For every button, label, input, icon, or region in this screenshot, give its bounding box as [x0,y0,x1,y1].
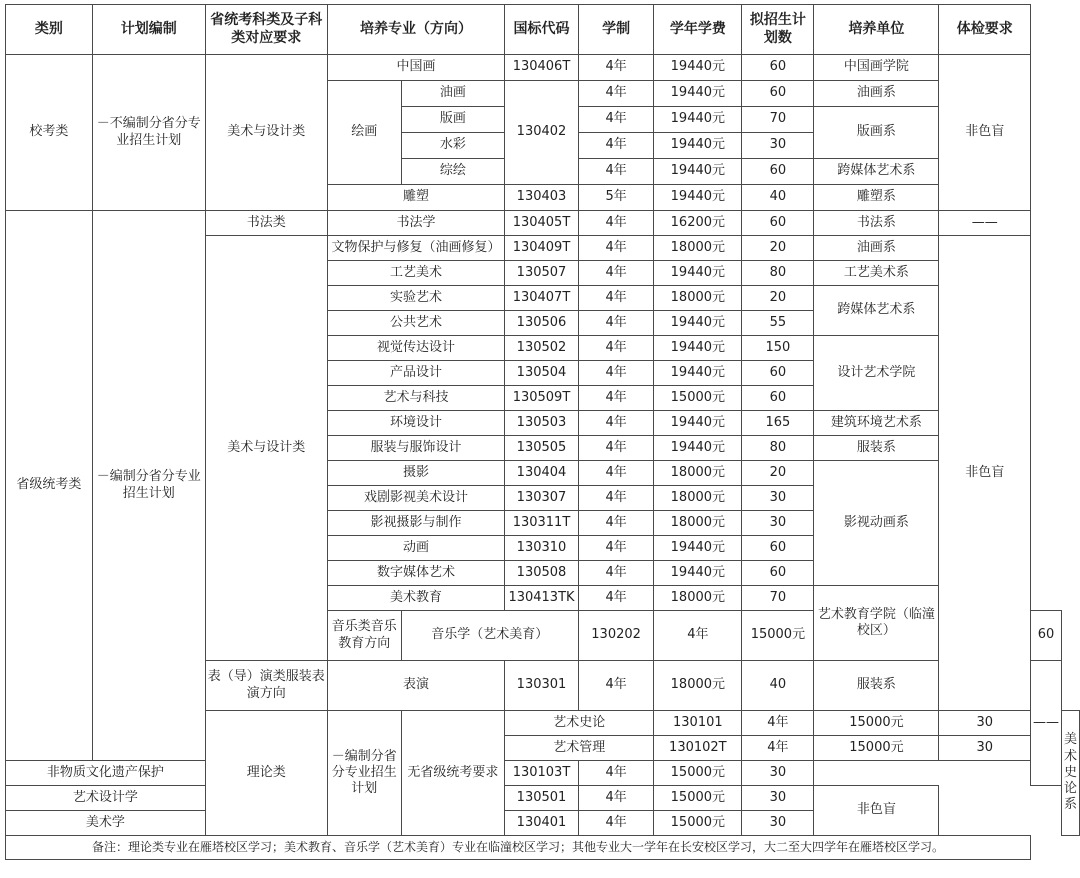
major-sculpture: 雕塑 [327,185,504,211]
major-product: 产品设计 [327,361,504,386]
quota-performance: 40 [742,661,814,711]
exam-req-none: 无省级统考要求 [401,711,505,836]
health-none-2: —— [1030,661,1061,786]
duration-cell: 4年 [578,486,653,511]
tuition-cell: 18000元 [654,486,742,511]
code-art-tech: 130509T [505,386,579,411]
duration-cell: 4年 [578,107,653,133]
duration-cell: 4年 [654,611,742,661]
major-photo: 摄影 [327,461,504,486]
code-environment: 130503 [505,411,579,436]
header-code: 国标代码 [505,5,579,55]
header-quota: 拟招生计划数 [742,5,814,55]
header-tuition: 学年学费 [654,5,742,55]
quota-chinese-painting: 60 [742,55,814,81]
quota-fine-arts: 30 [742,811,814,836]
duration-cell: 4年 [742,736,814,761]
code-performance: 130301 [505,661,579,711]
quota-art-design-studies: 30 [742,786,814,811]
duration-cell: 4年 [578,536,653,561]
tuition-cell: 19440元 [654,107,742,133]
quota-calligraphy: 60 [742,211,814,236]
quota-digital: 60 [742,561,814,586]
duration-cell: 4年 [578,159,653,185]
unit-crafts-dept: 工艺美术系 [814,261,939,286]
code-product: 130504 [505,361,579,386]
major-environment: 环境设计 [327,411,504,436]
quota-stage: 30 [742,486,814,511]
group-provincial-exam: 省级统考类 [6,211,93,761]
quota-art-edu: 70 [742,586,814,611]
tuition-cell: 19440元 [654,185,742,211]
tuition-cell: 19440元 [654,159,742,185]
code-art-history: 130101 [654,711,742,736]
major-visual: 视觉传达设计 [327,336,504,361]
exam-req-art-design-2: 美术与设计类 [205,236,327,661]
duration-cell: 4年 [578,311,653,336]
header-major: 培养专业（方向） [327,5,504,55]
unit-print-dept: 版画系 [814,107,939,159]
tuition-cell: 19440元 [654,536,742,561]
duration-cell: 4年 [578,386,653,411]
tuition-cell: 19440元 [654,81,742,107]
major-painting: 绘画 [327,81,401,185]
major-print: 版画 [401,107,505,133]
quota-crafts: 80 [742,261,814,286]
code-music-edu: 130202 [578,611,653,661]
unit-oil-dept-2: 油画系 [814,236,939,261]
tuition-cell: 15000元 [814,711,939,736]
code-fashion: 130505 [505,436,579,461]
quota-art-mgmt: 30 [939,736,1031,761]
duration-cell: 4年 [578,561,653,586]
quota-comprehensive: 60 [742,159,814,185]
quota-experimental: 20 [742,286,814,311]
tuition-cell: 15000元 [654,786,742,811]
major-heritage: 非物质文化遗产保护 [6,761,206,786]
unit-crossmedia: 跨媒体艺术系 [814,159,939,185]
quota-environment: 165 [742,411,814,436]
duration-cell: 4年 [578,786,653,811]
plan-theory: －编制分省分专业招生计划 [327,711,401,836]
major-fashion: 服装与服饰设计 [327,436,504,461]
major-experimental: 实验艺术 [327,286,504,311]
duration-cell: 4年 [578,511,653,536]
code-fine-arts: 130401 [505,811,579,836]
major-music-edu: 音乐学（艺术美育） [401,611,578,661]
code-photo: 130404 [505,461,579,486]
duration-cell: 4年 [578,361,653,386]
health-no-color-blind-1: 非色盲 [939,55,1031,211]
duration-cell: 4年 [578,81,653,107]
unit-oil-dept: 油画系 [814,81,939,107]
duration-cell: 4年 [578,261,653,286]
header-category: 类别 [6,5,93,55]
tuition-cell: 19440元 [654,55,742,81]
note-row [6,836,1080,860]
unit-chinese-painting-college: 中国画学院 [814,55,939,81]
header-plan: 计划编制 [92,5,205,55]
health-no-color-blind-2: 非色盲 [939,236,1031,711]
admissions-plan-table [5,4,1080,860]
major-art-history: 艺术史论 [505,711,654,736]
quota-art-history: 30 [939,711,1031,736]
major-stage: 戏剧影视美术设计 [327,486,504,511]
major-oil: 油画 [401,81,505,107]
tuition-cell: 15000元 [654,761,742,786]
quota-oil: 60 [742,81,814,107]
tuition-cell: 15000元 [654,811,742,836]
quota-fashion: 80 [742,436,814,461]
duration-cell: 4年 [578,761,653,786]
header-row [6,5,1080,55]
code-heritage: 130103T [505,761,579,786]
tuition-cell: 19440元 [654,133,742,159]
major-watercolor: 水彩 [401,133,505,159]
table-row [6,55,1080,81]
tuition-cell: 15000元 [814,736,939,761]
major-fine-arts: 美术学 [6,811,206,836]
code-crafts: 130507 [505,261,579,286]
code-sculpture: 130403 [505,185,579,211]
code-visual: 130502 [505,336,579,361]
duration-cell: 5年 [578,185,653,211]
code-art-mgmt: 130102T [654,736,742,761]
unit-architecture: 建筑环境艺术系 [814,411,939,436]
group-school-exam: 校考类 [6,55,93,211]
unit-film-animation: 影视动画系 [814,461,939,586]
tuition-cell: 16200元 [654,211,742,236]
tuition-cell: 19440元 [654,411,742,436]
exam-req-performance: 表（导）演类服装表演方向 [205,661,327,711]
quota-watercolor: 30 [742,133,814,159]
header-duration: 学制 [578,5,653,55]
quota-heritage: 30 [742,761,814,786]
tuition-cell: 18000元 [654,286,742,311]
code-art-edu: 130413TK [505,586,579,611]
unit-art-history-dept: 美术史论系 [1061,711,1079,836]
unit-sculpture-dept: 雕塑系 [814,185,939,211]
duration-cell: 4年 [578,211,653,236]
exam-req-music: 音乐类音乐教育方向 [327,611,401,661]
code-painting: 130402 [505,81,579,185]
quota-sculpture: 40 [742,185,814,211]
code-animation: 130310 [505,536,579,561]
tuition-cell: 19440元 [654,311,742,336]
table-row [6,786,1080,811]
quota-relic: 20 [742,236,814,261]
major-comprehensive: 综绘 [401,159,505,185]
tuition-cell: 19440元 [654,261,742,286]
health-no-color-blind-3: 非色盲 [814,786,939,836]
unit-fashion-dept: 服装系 [814,436,939,461]
tuition-cell: 18000元 [654,586,742,611]
duration-cell: 4年 [578,133,653,159]
tuition-cell: 18000元 [654,511,742,536]
code-calligraphy: 130405T [505,211,579,236]
tuition-cell: 15000元 [742,611,814,661]
header-exam-requirement: 省统考科类及子科类对应要求 [205,5,327,55]
major-art-edu: 美术教育 [327,586,504,611]
duration-cell: 4年 [742,711,814,736]
major-calligraphy: 书法学 [327,211,504,236]
tuition-cell: 18000元 [654,461,742,486]
health-none-1: —— [939,211,1031,236]
plan-school-exam: －不编制分省分专业招生计划 [92,55,205,211]
duration-cell: 4年 [578,55,653,81]
duration-cell: 4年 [578,336,653,361]
unit-design-college: 设计艺术学院 [814,336,939,411]
major-animation: 动画 [327,536,504,561]
major-crafts: 工艺美术 [327,261,504,286]
major-chinese-painting: 中国画 [327,55,504,81]
duration-cell: 4年 [578,236,653,261]
code-art-design-studies: 130501 [505,786,579,811]
major-art-tech: 艺术与科技 [327,386,504,411]
tuition-cell: 18000元 [654,661,742,711]
code-public-art: 130506 [505,311,579,336]
duration-cell: 4年 [578,811,653,836]
tuition-cell: 19440元 [654,336,742,361]
tuition-cell: 19440元 [654,361,742,386]
major-art-mgmt: 艺术管理 [505,736,654,761]
tuition-cell: 19440元 [654,561,742,586]
major-film: 影视摄影与制作 [327,511,504,536]
quota-animation: 60 [742,536,814,561]
quota-print: 70 [742,107,814,133]
tuition-cell: 18000元 [654,236,742,261]
duration-cell: 4年 [578,661,653,711]
code-chinese-painting: 130406T [505,55,579,81]
plan-provincial-exam: －编制分省分专业招生计划 [92,211,205,761]
unit-art-edu-college: 艺术教育学院（临潼校区） [814,586,939,661]
unit-crossmedia-2: 跨媒体艺术系 [814,286,939,336]
code-stage: 130307 [505,486,579,511]
major-relic: 文物保护与修复（油画修复） [327,236,504,261]
group-theory: 理论类 [205,711,327,836]
major-performance: 表演 [327,661,504,711]
exam-req-calligraphy: 书法类 [205,211,327,236]
duration-cell: 4年 [578,411,653,436]
header-unit: 培养单位 [814,5,939,55]
quota-product: 60 [742,361,814,386]
unit-calligraphy-dept: 书法系 [814,211,939,236]
table-row [6,761,1080,786]
duration-cell: 4年 [578,286,653,311]
tuition-cell: 15000元 [654,386,742,411]
table-row [6,211,1080,236]
quota-public-art: 55 [742,311,814,336]
quota-art-tech: 60 [742,386,814,411]
quota-film: 30 [742,511,814,536]
code-film: 130311T [505,511,579,536]
table-container [5,4,1080,860]
unit-fashion-dept-2: 服装系 [814,661,939,711]
code-experimental: 130407T [505,286,579,311]
quota-visual: 150 [742,336,814,361]
footnote: 备注：理论类专业在雁塔校区学习；美术教育、音乐学（艺术美育）专业在临潼校区学习；其他专业大一学年在长安校区学习，大二至大四学年在雁塔校区学习。 [6,836,1031,860]
major-digital: 数字媒体艺术 [327,561,504,586]
major-public-art: 公共艺术 [327,311,504,336]
tuition-cell: 19440元 [654,436,742,461]
duration-cell: 4年 [578,586,653,611]
quota-photo: 20 [742,461,814,486]
code-digital: 130508 [505,561,579,586]
exam-req-art-design-1: 美术与设计类 [205,55,327,211]
header-health: 体检要求 [939,5,1031,55]
duration-cell: 4年 [578,436,653,461]
quota-music-edu: 60 [1030,611,1061,661]
major-art-design-studies: 艺术设计学 [6,786,206,811]
code-relic: 130409T [505,236,579,261]
duration-cell: 4年 [578,461,653,486]
